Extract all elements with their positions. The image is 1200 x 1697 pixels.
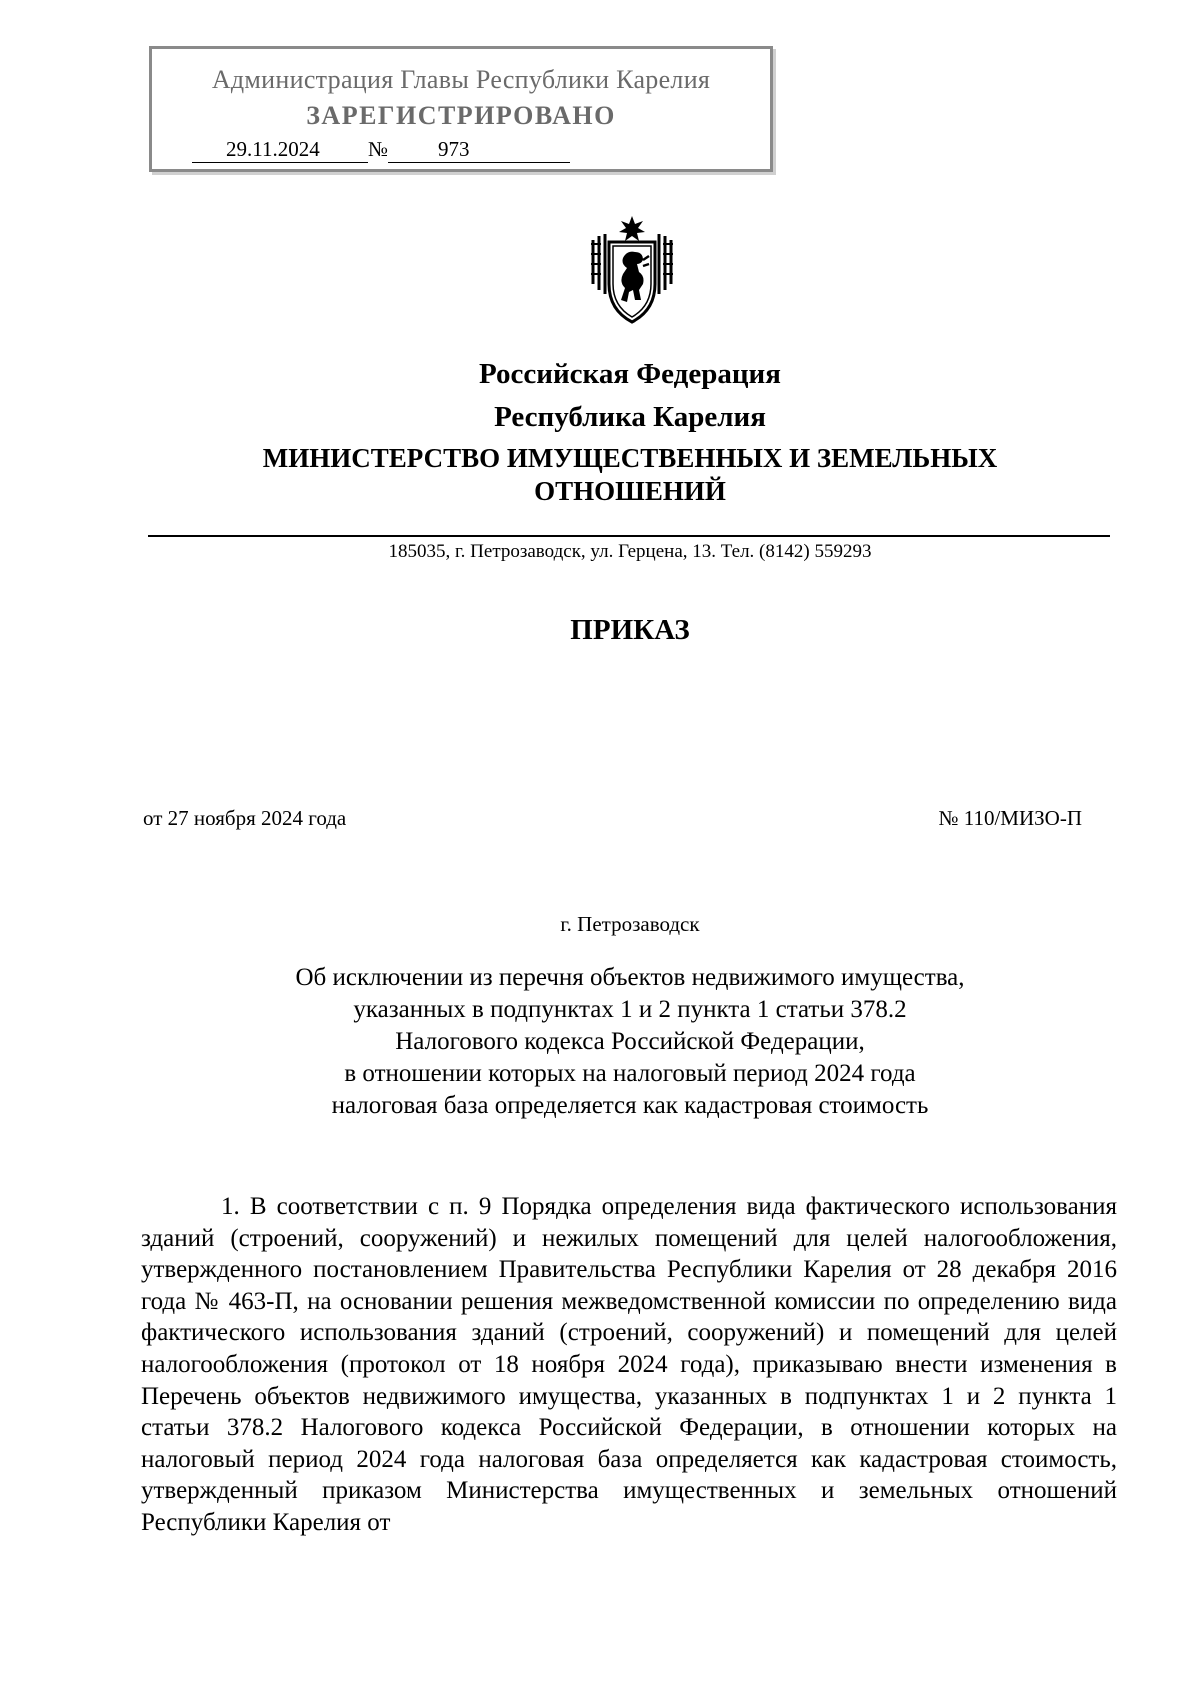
stamp-registration-line [192, 137, 570, 163]
stamp-organization: Администрация Главы Республики Карелия [211, 65, 711, 94]
order-date: от 27 ноября 2024 года [143, 806, 347, 830]
order-paragraph-1: 1. В соответствии с п. 9 Порядка определения вида фактического использования зданий (строений, сооружений) и нежилых помещений для целей налогообложения, утвержденного постановлением Правительства Республики Карелия от 28 декабря 2016 года № 463-П, на основании решения межведомственной комиссии по определению вида фактического использования зданий (строений, сооружений) и помещений для целей налогообложения (протокол от 18 ноября 2024 года), приказываю внести изменения в Перечень объектов недвижимого имущества, указанных в подпунктах 1 и 2 пункта 1 статьи 378.2 Налогового кодекса Российской Федерации, в отношении которых на налоговый период 2024 года налоговая база определяется как кадастровая стоимость, утвержденный приказом Министерства имущественных и земельных отношений Республики Карелия от [141, 1193, 1117, 1536]
stamp-number: 973 [388, 137, 570, 163]
stamp-status: ЗАРЕГИСТРИРОВАНО [306, 101, 616, 130]
header-divider [148, 535, 1110, 537]
order-number: № 110/МИЗО-П [938, 806, 1082, 830]
order-subject [200, 962, 1060, 1122]
subject-line: Об исключении из перечня объектов недвижимого имущества, [295, 964, 965, 991]
subject-line: Налогового кодекса Российской Федерации, [395, 1028, 865, 1055]
header-ministry: МИНИСТЕРСТВО ИМУЩЕСТВЕННЫХ И ЗЕМЕЛЬНЫХ ОТНОШЕНИЙ [262, 443, 998, 506]
stamp-number-label: № [368, 137, 389, 161]
header-republic: Республика Карелия [494, 401, 766, 433]
header-country: Российская Федерация [479, 358, 781, 390]
registration-stamp [149, 46, 773, 172]
subject-line: налоговая база определяется как кадастровая стоимость [331, 1092, 929, 1119]
document-title: ПРИКАЗ [570, 614, 690, 646]
subject-line: в отношении которых на налоговый период 2024 года [344, 1060, 916, 1087]
header-address: 185035, г. Петрозаводск, ул. Герцена, 13. Тел. (8142) 559293 [388, 541, 872, 562]
stamp-date: 29.11.2024 [192, 137, 368, 163]
order-city: г. Петрозаводск [560, 912, 700, 936]
karelia-coat-of-arms-icon [587, 214, 677, 326]
subject-line: указанных в подпунктах 1 и 2 пункта 1 статьи 378.2 [353, 996, 907, 1023]
